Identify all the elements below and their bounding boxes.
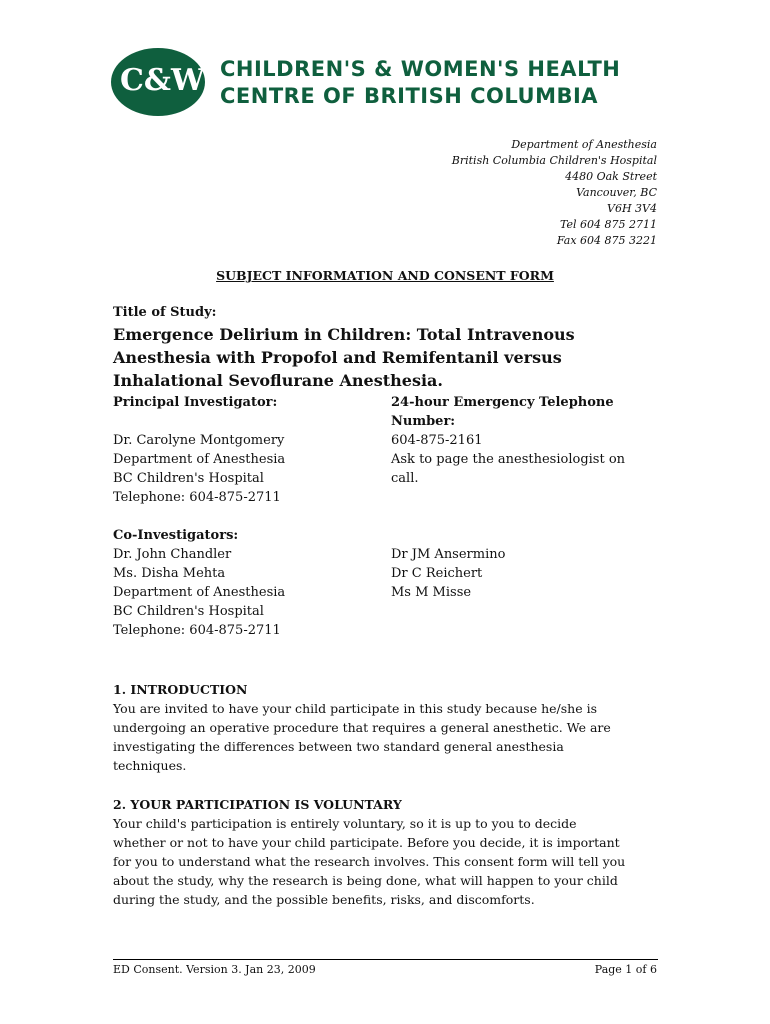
co-investigator-name: Dr C Reichert	[391, 566, 483, 581]
address-line: Vancouver, BC	[576, 186, 657, 199]
emergency-telephone-label: 24-hour Emergency Telephone	[391, 395, 614, 410]
address-line: Tel 604 875 2711	[560, 218, 657, 231]
paragraph-line: investigating the differences between two standard general anesthesia	[113, 739, 564, 754]
emergency-telephone-note: call.	[391, 471, 419, 486]
address-line: 4480 Oak Street	[565, 170, 657, 183]
co-investigator-line: Dr. John Chandler	[113, 547, 232, 562]
co-investigators-block	[113, 526, 285, 640]
emergency-telephone-number: 604-875-2161	[391, 433, 483, 448]
footer-page-number: Page 1 of 6	[594, 963, 657, 976]
section-introduction	[113, 680, 668, 775]
footer-version: ED Consent. Version 3. Jan 23, 2009	[113, 963, 316, 976]
organization-name-line2: CENTRE OF BRITISH COLUMBIA	[220, 84, 599, 108]
principal-investigator-label: Principal Investigator:	[113, 395, 278, 410]
footer-divider	[113, 959, 658, 960]
study-title: Emergence Delirium in Children: Total Intravenous Anesthesia with Propofol and Remifentanil versus Inhalational Sevoflurane Anesthesia.	[113, 325, 575, 390]
study-title-label: Title of Study:	[113, 305, 217, 320]
address-line: V6H 3V4	[607, 202, 657, 215]
paragraph-line: about the study, why the research is being done, what will happen to your child	[113, 873, 618, 888]
co-investigators-label: Co-Investigators:	[113, 528, 239, 543]
form-title: SUBJECT INFORMATION AND CONSENT FORM	[216, 268, 554, 283]
principal-investigator-line: Department of Anesthesia	[113, 452, 286, 467]
emergency-telephone-note: Ask to page the anesthesiologist on	[391, 452, 626, 467]
logo-initials: C&W	[120, 63, 205, 98]
co-investigator-name: Dr JM Ansermino	[391, 547, 506, 562]
co-investigator-line: Department of Anesthesia	[113, 585, 286, 600]
principal-investigator-line: Telephone: 604-875-2711	[113, 490, 281, 505]
principal-investigator-block	[113, 393, 285, 507]
emergency-telephone-block	[391, 393, 625, 488]
address-line: Department of Anesthesia	[511, 138, 657, 151]
section-heading: 1. INTRODUCTION	[113, 682, 248, 697]
section-heading: 2. YOUR PARTICIPATION IS VOLUNTARY	[113, 797, 402, 812]
paragraph-line: undergoing an operative procedure that requires a general anesthetic. We are	[113, 720, 611, 735]
paragraph-line: whether or not to have your child participate. Before you decide, it is important	[113, 835, 620, 850]
organization-name	[220, 56, 620, 110]
address-line: Fax 604 875 3221	[556, 234, 657, 247]
address-line: British Columbia Children's Hospital	[451, 154, 657, 167]
paragraph-line: during the study, and the possible benefits, risks, and discomforts.	[113, 892, 535, 907]
co-investigators-right-block	[391, 545, 505, 602]
co-investigator-line: BC Children's Hospital	[113, 604, 264, 619]
section-participation-voluntary	[113, 795, 668, 909]
paragraph-line: for you to understand what the research involves. This consent form will tell you	[113, 854, 626, 869]
organization-logo	[110, 40, 650, 120]
cw-logo-mark	[110, 46, 210, 118]
paragraph-line: You are invited to have your child participate in this study because he/she is	[113, 701, 597, 716]
co-investigator-line: Ms. Disha Mehta	[113, 566, 226, 581]
co-investigator-line: Telephone: 604-875-2711	[113, 623, 281, 638]
organization-name-line1: CHILDREN'S & WOMEN'S HEALTH	[220, 57, 621, 81]
co-investigator-name: Ms M Misse	[391, 585, 472, 600]
principal-investigator-line: BC Children's Hospital	[113, 471, 264, 486]
paragraph-line: techniques.	[113, 758, 187, 773]
principal-investigator-line: Dr. Carolyne Montgomery	[113, 433, 285, 448]
paragraph-line: Your child's participation is entirely voluntary, so it is up to you to decide	[113, 816, 577, 831]
department-address	[452, 137, 657, 249]
emergency-telephone-label-cont: Number:	[391, 414, 456, 429]
